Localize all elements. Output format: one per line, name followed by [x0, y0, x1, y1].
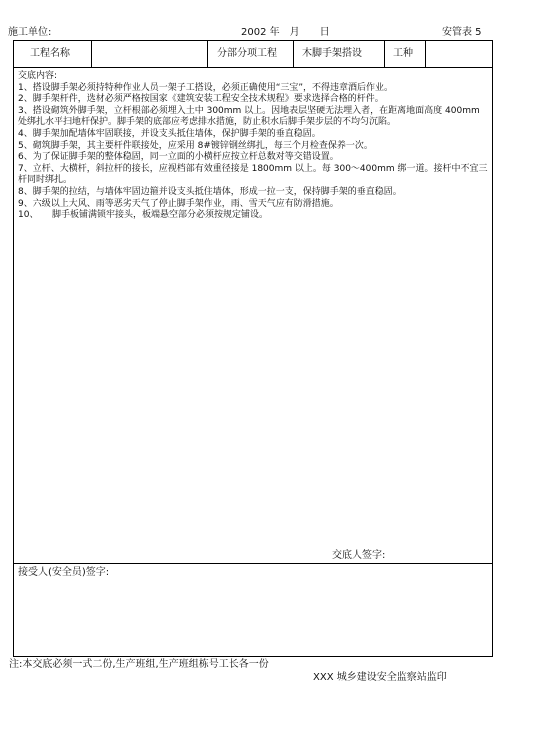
briefing-item: 9、六级以上大风、雨等恶劣天气了停止脚手架作业，雨、雪天气应有防滑措施。 [18, 198, 339, 209]
briefing-item: 5、砌筑脚手架，其主要杆件联接处，应采用 8#镀锌钢丝绑扎，每三个月检查保养一次。 [18, 140, 373, 151]
project-name-label: 工程名称 [30, 48, 70, 59]
briefing-content [18, 71, 488, 222]
form-code: 安管表 5 [442, 27, 482, 38]
subproject-label: 分部分项工程 [217, 48, 277, 59]
discloser-signature-label: 交底人签字: [332, 550, 386, 561]
briefing-item: 2、脚手架杆件，选材必须严格按国家《建筑安装工程安全技术规程》要求选择合格的杆件。 [18, 94, 384, 105]
briefing-item: 4、脚手架加配墙体牢固联接，并设支头抵住墙体，保护脚手架的垂直稳固。 [18, 128, 321, 139]
briefing-item: 10、 脚手板铺满锁牢接头，板端悬空部分必须按规定铺设。 [18, 210, 268, 221]
briefing-item: 6、为了保证脚手架的整体稳固，同一立面的小横杆应按立杆总数对等交错设置。 [18, 152, 339, 163]
info-col-divider-3 [293, 41, 294, 67]
info-col-divider-2 [207, 41, 208, 67]
issuer-seal-text: XXX 城乡建设安全监察站监印 [313, 672, 447, 683]
receiver-divider [14, 563, 492, 564]
info-row-divider [14, 67, 492, 68]
briefing-item: 8、脚手架的拉结，与墙体牢固边箍并设支头抵住墙体，形成一拉一支，保持脚手架的垂直稳固。 [18, 186, 402, 197]
briefing-item: 1、搭设脚手架必须持特种作业人员一架子工搭设，必须正确使用“三宝”，不得违章酒后作业。 [18, 82, 394, 93]
date-field: 2002 年 月 日 [241, 27, 330, 38]
briefing-form-table [13, 40, 493, 657]
briefing-item: 3、搭设砌筑外脚手架，立杆根部必须埋入土中 300mm 以上。因地表层坚硬无法埋入者，在距离地面高度 400mm 处绑扎水平扫地杆保护。脚手架的底部应考虑排水措施，防止积水后脚手架步层的不均匀沉陷。 [18, 105, 480, 128]
info-col-divider-4 [384, 41, 385, 67]
receiver-signature-label: 接受人(安全员)签字: [18, 567, 110, 578]
construction-unit-label: 施工单位: [8, 27, 52, 38]
subproject-value[interactable]: 木脚手架搭设 [302, 48, 362, 59]
trade-label: 工种 [393, 48, 413, 59]
info-col-divider-5 [425, 41, 426, 67]
distribution-note: 注:本交底必须一式二份,生产班组,生产班组栋号工长各一份 [9, 659, 269, 670]
briefing-heading: 交底内容: [18, 71, 58, 81]
info-col-divider-1 [91, 41, 92, 67]
briefing-item: 7、立杆、大横杆，斜拉杆的接长，应视档部有效重径接是 1800mm 以上。每 300～400mm 绑一道。接杆中不宜三杆同时绑扎。 [18, 163, 488, 186]
